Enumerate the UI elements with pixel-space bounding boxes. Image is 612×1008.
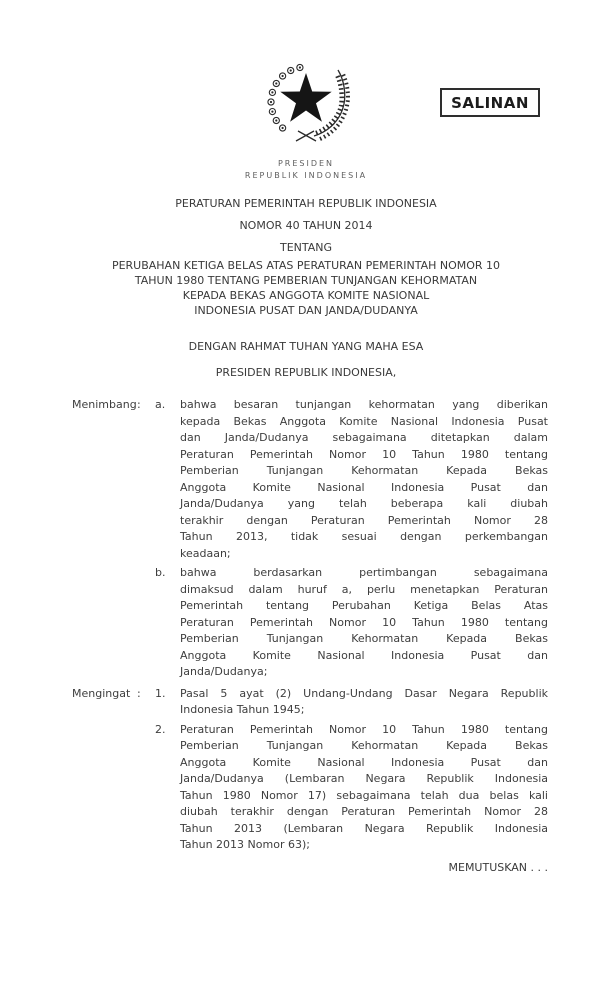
text-line: Janda/Dudanya (Lembaran Negara Republik Indonesia	[180, 772, 548, 785]
item-text	[180, 397, 548, 562]
mengingat-item-1	[0, 686, 612, 719]
subject-line: PERUBAHAN KETIGA BELAS ATAS PERATURAN PEMERINTAH NOMOR 10	[111, 259, 501, 272]
item-text	[180, 565, 548, 681]
text-line: dan Janda/Dudanya sebagaimana ditetapkan dalam	[180, 431, 548, 444]
tentang-heading: TENTANG	[279, 241, 333, 254]
separator-colon: :	[137, 398, 141, 411]
item-text	[180, 722, 548, 854]
wreath-stems	[296, 131, 316, 141]
text-line: Pemberian Tunjangan Kehormatan Kepada Bekas	[180, 464, 548, 477]
rice-wreath	[314, 70, 348, 139]
authority-line: PRESIDEN REPUBLIK INDONESIA,	[215, 366, 397, 379]
subject-line: TAHUN 1980 TENTANG PEMBERIAN TUNJANGAN KEHORMATAN	[134, 274, 478, 287]
text-line: dimaksud dalam huruf a, perlu menetapkan Peraturan	[180, 582, 548, 596]
regulation-title: PERATURAN PEMERINTAH REPUBLIK INDONESIA	[175, 197, 437, 210]
item-marker: 2.	[155, 722, 166, 736]
text-line: diubah terakhir dengan Peraturan Pemerintah Nomor 28	[180, 805, 548, 818]
text-line: bahwa besaran tunjangan kehormatan yang diberikan	[180, 398, 548, 411]
text-line: Peraturan Pemerintah Nomor 10 Tahun 1980 tentang	[180, 722, 548, 736]
text-line: Peraturan Pemerintah Nomor 10 Tahun 1980 tentang	[180, 615, 548, 629]
clauses	[0, 397, 612, 876]
text-line: Indonesia Tahun 1945;	[180, 703, 305, 716]
mengingat-label: Mengingat	[72, 686, 131, 700]
letterhead-republik: REPUBLIK INDONESIA	[244, 171, 368, 180]
item-marker: a.	[155, 398, 166, 411]
text-line: Pemberian Tunjangan Kehormatan Kepada Bekas	[180, 632, 548, 645]
mengingat-section	[0, 686, 612, 854]
text-line: Pemerintah tentang Perubahan Ketiga Belas Atas	[180, 599, 548, 612]
menimbang-label: Menimbang	[72, 398, 137, 411]
regulation-subject	[0, 258, 612, 318]
text-line: terakhir dengan Peraturan Pemerintah Nomor 28	[180, 513, 548, 527]
text-line: Anggota Komite Nasional Indonesia Pusat dan	[180, 755, 548, 769]
separator-colon: :	[137, 686, 141, 700]
text-line: Tahun 2013, tidak sesuai dengan perkembangan	[180, 530, 548, 543]
item-marker: b.	[155, 566, 166, 579]
subject-line: KEPADA BEKAS ANGGOTA KOMITE NASIONAL	[182, 289, 430, 302]
text-line: Janda/Dudanya;	[180, 665, 268, 678]
letterhead	[0, 158, 612, 182]
salinan-stamp: SALINAN	[440, 88, 540, 117]
subject-line: INDONESIA PUSAT DAN JANDA/DUDANYA	[194, 304, 418, 317]
text-line: Janda/Dudanya yang telah beberapa kali diubah	[180, 497, 548, 510]
text-line: Pasal 5 ayat (2) Undang-Undang Dasar Negara Republik	[180, 686, 548, 700]
text-line: kepada Bekas Anggota Komite Nasional Indonesia Pusat	[180, 414, 548, 428]
menimbang-item-a	[0, 397, 612, 562]
letterhead-presiden: PRESIDEN	[277, 159, 335, 168]
text-line: Tahun 2013 Nomor 63);	[180, 838, 310, 851]
item-marker: 1.	[155, 686, 166, 700]
continuation-marker: MEMUTUSKAN . . .	[448, 860, 548, 874]
regulation-number: NOMOR 40 TAHUN 2014	[239, 219, 373, 232]
text-line: Anggota Komite Nasional Indonesia Pusat dan	[180, 648, 548, 662]
text-line: Tahun 1980 Nomor 17) sebagaimana telah dua belas kali	[180, 788, 548, 802]
star-icon	[280, 73, 331, 122]
text-line: keadaan;	[180, 546, 231, 560]
menimbang-item-b	[0, 565, 612, 681]
item-text	[180, 686, 548, 719]
text-line: Peraturan Pemerintah Nomor 10 Tahun 1980 tentang	[180, 447, 548, 461]
invocation-line: DENGAN RAHMAT TUHAN YANG MAHA ESA	[188, 340, 424, 353]
text-line: bahwa berdasarkan pertimbangan sebagaimana	[180, 566, 548, 579]
mengingat-item-2	[0, 722, 612, 854]
text-line: Pemberian Tunjangan Kehormatan Kepada Bekas	[180, 739, 548, 752]
text-line: Anggota Komite Nasional Indonesia Pusat dan	[180, 480, 548, 494]
text-line: Tahun 2013 (Lembaran Negara Republik Indonesia	[180, 821, 548, 835]
national-emblem-icon	[258, 62, 354, 146]
menimbang-section	[0, 397, 612, 681]
